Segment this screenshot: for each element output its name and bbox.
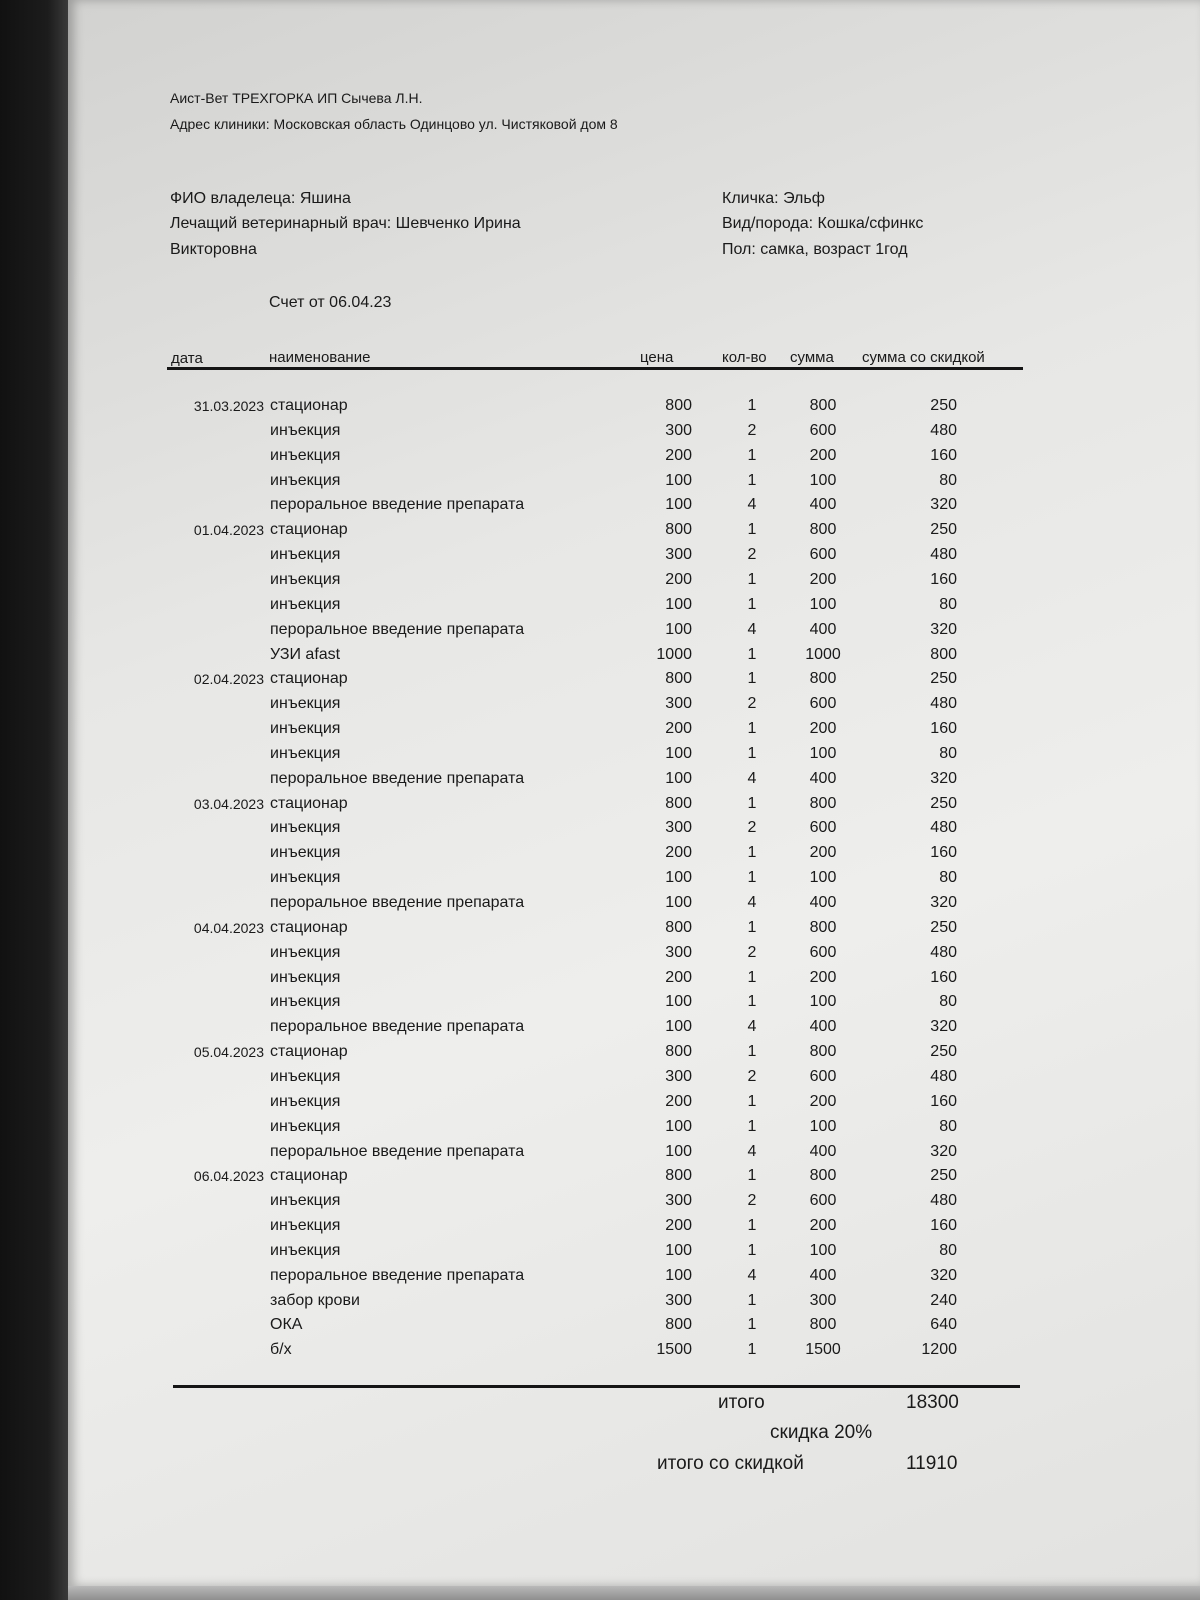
row-date: 31.03.2023: [193, 398, 264, 414]
table-row: [0, 993, 1200, 1017]
row-discounted-sum: 250: [930, 1043, 957, 1061]
row-item-name: инъекция: [270, 446, 341, 464]
row-item-name: УЗИ afast: [270, 645, 341, 663]
row-sum: 400: [809, 1018, 837, 1036]
row-item-name: инъекция: [270, 471, 341, 489]
table-row: [0, 969, 1200, 993]
row-sum: 800: [809, 794, 837, 812]
row-price: 100: [665, 595, 692, 613]
owner-name: ФИО владелеца: Яшина: [170, 190, 351, 207]
col-header-qty: кол-во: [722, 349, 767, 366]
row-date: 06.04.2023: [193, 1168, 264, 1185]
total-value: 18300: [906, 1392, 959, 1413]
row-item-name: инъекция: [270, 943, 341, 961]
row-sum: 200: [809, 1092, 837, 1110]
row-item-name: пероральное введение препарата: [270, 1266, 525, 1284]
row-qty: 2: [747, 1067, 757, 1085]
table-row: [0, 472, 1200, 496]
row-date: 02.04.2023: [193, 671, 264, 688]
row-sum: 100: [809, 993, 837, 1011]
row-sum: 100: [809, 471, 837, 489]
row-price: 200: [665, 968, 692, 986]
row-qty: 2: [747, 695, 757, 713]
row-qty: 4: [747, 496, 757, 514]
table-row: [0, 869, 1200, 893]
table-row: [0, 447, 1200, 471]
row-discounted-sum: 80: [939, 744, 957, 762]
table-row: [0, 720, 1200, 744]
row-price: 200: [665, 570, 692, 588]
table-row: [0, 1143, 1200, 1167]
row-qty: 1: [747, 1217, 757, 1235]
row-item-name: стационар: [270, 521, 348, 539]
row-sum: 600: [809, 943, 837, 961]
row-item-name: инъекция: [270, 1117, 341, 1135]
row-qty: 2: [747, 421, 757, 439]
table-row: [0, 546, 1200, 570]
row-qty: 4: [747, 620, 757, 638]
row-qty: 1: [747, 1291, 757, 1309]
row-sum: 600: [809, 695, 837, 713]
row-item-name: инъекция: [270, 1217, 341, 1235]
row-item-name: инъекция: [270, 1067, 341, 1085]
row-item-name: стационар: [270, 794, 348, 812]
row-qty: 1: [747, 918, 757, 936]
row-sum: 400: [809, 769, 837, 787]
row-qty: 1: [747, 397, 757, 414]
row-price: 100: [665, 869, 692, 887]
row-item-name: инъекция: [270, 421, 341, 439]
row-item-name: ОКА: [270, 1316, 303, 1334]
row-item-name: инъекция: [270, 546, 341, 564]
row-discounted-sum: 160: [930, 570, 957, 588]
table-row: [0, 1316, 1200, 1340]
row-qty: 1: [747, 670, 757, 688]
row-price: 200: [665, 1092, 692, 1110]
row-sum: 100: [809, 744, 837, 762]
row-sum: 200: [809, 968, 837, 986]
row-discounted-sum: 1200: [921, 1341, 957, 1359]
row-qty: 1: [747, 1316, 757, 1334]
row-sum: 800: [809, 918, 837, 936]
row-qty: 1: [747, 1341, 757, 1359]
row-item-name: инъекция: [270, 968, 341, 986]
table-row: [0, 795, 1200, 819]
row-item-name: инъекция: [270, 720, 341, 738]
row-qty: 2: [747, 1192, 757, 1210]
row-sum: 600: [809, 1067, 837, 1085]
row-sum: 800: [809, 1316, 837, 1334]
row-qty: 1: [747, 794, 757, 812]
table-row: [0, 496, 1200, 520]
row-price: 100: [665, 1241, 692, 1259]
total-label: итого: [718, 1392, 765, 1413]
row-price: 100: [665, 894, 692, 911]
row-sum: 1500: [805, 1341, 841, 1359]
row-price: 800: [665, 670, 692, 688]
discount-label: скидка 20%: [770, 1422, 873, 1443]
row-price: 100: [665, 744, 692, 762]
row-item-name: инъекция: [270, 695, 341, 713]
table-row: [0, 1267, 1200, 1291]
row-qty: 4: [747, 1018, 757, 1036]
row-price: 800: [665, 794, 692, 812]
row-discounted-sum: 480: [930, 546, 957, 564]
row-item-name: пероральное введение препарата: [270, 769, 525, 787]
row-sum: 200: [809, 844, 837, 862]
row-sum: 400: [809, 620, 837, 638]
col-header-price: цена: [640, 349, 674, 366]
row-sum: 200: [809, 720, 837, 738]
row-item-name: инъекция: [270, 595, 341, 613]
table-row: [0, 770, 1200, 794]
table-row: [0, 646, 1200, 670]
row-price: 300: [665, 546, 692, 564]
row-item-name: б/х: [270, 1341, 292, 1359]
table-row: [0, 844, 1200, 868]
row-date: 04.04.2023: [193, 919, 264, 936]
row-price: 300: [665, 943, 692, 961]
table-row: [0, 1341, 1200, 1365]
row-sum: 300: [809, 1291, 837, 1309]
row-discounted-sum: 320: [930, 1018, 957, 1036]
row-discounted-sum: 80: [939, 1117, 957, 1135]
pet-name: Кличка: Эльф: [722, 190, 825, 207]
row-discounted-sum: 250: [930, 670, 957, 688]
row-qty: 1: [747, 471, 757, 489]
row-item-name: забор крови: [270, 1291, 360, 1309]
row-sum: 400: [809, 1266, 837, 1284]
table-row: [0, 919, 1200, 943]
row-item-name: инъекция: [270, 993, 341, 1011]
row-item-name: пероральное введение препарата: [270, 1142, 525, 1160]
table-row: [0, 1242, 1200, 1266]
row-price: 800: [665, 1043, 692, 1061]
row-price: 300: [665, 695, 692, 713]
row-discounted-sum: 240: [930, 1291, 957, 1309]
row-discounted-sum: 480: [930, 695, 957, 713]
row-date: 03.04.2023: [193, 795, 264, 812]
row-price: 200: [665, 1217, 692, 1235]
row-date: 01.04.2023: [193, 522, 264, 539]
row-item-name: инъекция: [270, 1092, 341, 1110]
total-discounted-value: 11910: [906, 1453, 958, 1474]
clinic-address: Адрес клиники: Московская область Одинцово ул. Чистяковой дом 8: [170, 116, 618, 132]
table-row: [0, 944, 1200, 968]
row-price: 200: [665, 720, 692, 738]
doctor-name-line1: Лечащий ветеринарный врач: Шевченко Ирина: [170, 215, 521, 232]
row-discounted-sum: 320: [930, 769, 957, 787]
table-row: [0, 1167, 1200, 1191]
invoice-title: Счет от 06.04.23: [269, 294, 392, 311]
row-discounted-sum: 160: [930, 1092, 957, 1110]
row-discounted-sum: 320: [930, 496, 957, 514]
row-price: 100: [665, 620, 692, 638]
row-qty: 1: [747, 844, 757, 862]
row-price: 100: [665, 496, 692, 514]
row-item-name: стационар: [270, 1167, 348, 1185]
row-qty: 1: [747, 1241, 757, 1259]
row-qty: 2: [747, 819, 757, 837]
row-discounted-sum: 80: [939, 471, 957, 489]
row-sum: 100: [809, 1117, 837, 1135]
row-item-name: инъекция: [270, 570, 341, 588]
row-discounted-sum: 80: [939, 595, 957, 613]
row-price: 200: [665, 446, 692, 464]
row-price: 100: [665, 993, 692, 1011]
row-qty: 4: [747, 769, 757, 787]
row-item-name: стационар: [270, 1043, 348, 1061]
row-discounted-sum: 80: [939, 1241, 957, 1259]
row-discounted-sum: 250: [930, 1167, 957, 1185]
row-discounted-sum: 320: [930, 1142, 957, 1160]
row-sum: 800: [809, 1043, 837, 1061]
table-row: [0, 1018, 1200, 1042]
row-qty: 1: [747, 720, 757, 738]
table-row: [0, 422, 1200, 446]
row-sum: 600: [809, 1192, 837, 1210]
row-price: 300: [665, 1192, 692, 1210]
col-header-sum: сумма: [790, 349, 834, 366]
row-item-name: инъекция: [270, 744, 341, 762]
row-sum: 800: [809, 521, 837, 539]
row-qty: 2: [747, 943, 757, 961]
row-sum: 100: [809, 869, 837, 887]
row-price: 100: [665, 1018, 692, 1036]
row-price: 100: [665, 1266, 692, 1284]
doctor-name-line2: Викторовна: [170, 241, 257, 258]
row-discounted-sum: 320: [930, 620, 957, 638]
row-price: 800: [665, 397, 692, 414]
row-qty: 1: [747, 570, 757, 588]
row-item-name: инъекция: [270, 869, 341, 887]
row-qty: 4: [747, 1142, 757, 1160]
table-row: [0, 621, 1200, 645]
row-sum: 100: [809, 1241, 837, 1259]
row-qty: 1: [747, 1043, 757, 1061]
table-row: [0, 1043, 1200, 1067]
row-item-name: пероральное введение препарата: [270, 1018, 525, 1036]
row-price: 300: [665, 1067, 692, 1085]
row-discounted-sum: 250: [930, 918, 957, 936]
row-discounted-sum: 320: [930, 1266, 957, 1284]
row-discounted-sum: 250: [930, 794, 957, 812]
row-discounted-sum: 640: [930, 1316, 957, 1334]
row-discounted-sum: 480: [930, 1192, 957, 1210]
row-discounted-sum: 250: [930, 397, 957, 414]
row-qty: 1: [747, 1117, 757, 1135]
col-header-discounted: сумма со скидкой: [862, 349, 985, 366]
table-row: [0, 1118, 1200, 1142]
row-discounted-sum: 80: [939, 869, 957, 887]
table-row: [0, 1192, 1200, 1216]
photo-bottom-edge: [68, 1586, 1200, 1600]
row-item-name: инъекция: [270, 1192, 341, 1210]
row-price: 800: [665, 521, 692, 539]
pet-breed: Вид/порода: Кошка/сфинкс: [722, 215, 924, 232]
row-price: 100: [665, 1117, 692, 1135]
row-discounted-sum: 160: [930, 968, 957, 986]
row-sum: 600: [809, 421, 837, 439]
row-price: 300: [665, 1291, 692, 1309]
table-row: [0, 745, 1200, 769]
row-sum: 200: [809, 446, 837, 464]
row-sum: 800: [809, 670, 837, 688]
row-sum: 600: [809, 819, 837, 837]
row-sum: 1000: [805, 645, 841, 663]
row-discounted-sum: 250: [930, 521, 957, 539]
pet-sex-age: Пол: самка, возраст 1год: [722, 241, 908, 258]
row-price: 100: [665, 471, 692, 489]
row-item-name: пероральное введение препарата: [270, 620, 525, 638]
row-price: 1500: [656, 1341, 692, 1359]
table-row: [0, 1292, 1200, 1316]
row-item-name: инъекция: [270, 844, 341, 862]
row-price: 300: [665, 819, 692, 837]
row-qty: 1: [747, 645, 757, 663]
table-row: [0, 571, 1200, 595]
table-row: [0, 1217, 1200, 1241]
row-qty: 1: [747, 446, 757, 464]
row-date: 05.04.2023: [193, 1044, 264, 1061]
table-row: [0, 894, 1200, 918]
row-qty: 1: [747, 744, 757, 762]
row-item-name: стационар: [270, 397, 348, 414]
col-header-date: дата: [171, 350, 203, 367]
col-header-name: наименование: [269, 349, 371, 366]
table-row: [0, 819, 1200, 843]
row-qty: 1: [747, 595, 757, 613]
row-item-name: инъекция: [270, 1241, 341, 1259]
row-price: 800: [665, 918, 692, 936]
row-qty: 1: [747, 993, 757, 1011]
header-rule: [167, 367, 1023, 370]
row-discounted-sum: 160: [930, 844, 957, 862]
row-qty: 4: [747, 1266, 757, 1284]
row-sum: 400: [809, 894, 837, 911]
row-qty: 1: [747, 1167, 757, 1185]
row-discounted-sum: 480: [930, 819, 957, 837]
table-row: [0, 397, 1200, 421]
table-row: [0, 1068, 1200, 1092]
row-item-name: стационар: [270, 670, 348, 688]
row-price: 1000: [656, 645, 692, 663]
row-item-name: пероральное введение препарата: [270, 894, 525, 911]
row-sum: 200: [809, 570, 837, 588]
row-discounted-sum: 480: [930, 943, 957, 961]
row-price: 200: [665, 844, 692, 862]
row-sum: 100: [809, 595, 837, 613]
row-qty: 2: [747, 546, 757, 564]
row-price: 100: [665, 1142, 692, 1160]
table-row: [0, 596, 1200, 620]
row-sum: 800: [809, 397, 837, 414]
row-discounted-sum: 800: [930, 645, 957, 663]
row-discounted-sum: 160: [930, 720, 957, 738]
row-qty: 4: [747, 894, 757, 911]
row-sum: 800: [809, 1167, 837, 1185]
totals-rule: [173, 1385, 1020, 1388]
row-qty: 1: [747, 1092, 757, 1110]
row-discounted-sum: 320: [930, 894, 957, 911]
row-sum: 400: [809, 496, 837, 514]
row-discounted-sum: 80: [939, 993, 957, 1011]
table-row: [0, 695, 1200, 719]
row-item-name: инъекция: [270, 819, 341, 837]
row-item-name: стационар: [270, 918, 348, 936]
row-discounted-sum: 160: [930, 1217, 957, 1235]
row-item-name: пероральное введение препарата: [270, 496, 525, 514]
row-qty: 1: [747, 869, 757, 887]
table-row: [0, 521, 1200, 545]
row-price: 800: [665, 1316, 692, 1334]
row-price: 100: [665, 769, 692, 787]
total-discounted-label: итого со скидкой: [657, 1453, 804, 1474]
row-price: 300: [665, 421, 692, 439]
row-discounted-sum: 480: [930, 421, 957, 439]
row-discounted-sum: 160: [930, 446, 957, 464]
row-sum: 200: [809, 1217, 837, 1235]
clinic-name: Аист-Вет ТРЕХГОРКА ИП Сычева Л.Н.: [170, 90, 423, 106]
row-sum: 400: [809, 1142, 837, 1160]
table-row: [0, 1093, 1200, 1117]
row-qty: 1: [747, 968, 757, 986]
row-sum: 600: [809, 546, 837, 564]
table-row: [0, 670, 1200, 694]
row-qty: 1: [747, 521, 757, 539]
row-discounted-sum: 480: [930, 1067, 957, 1085]
row-price: 800: [665, 1167, 692, 1185]
